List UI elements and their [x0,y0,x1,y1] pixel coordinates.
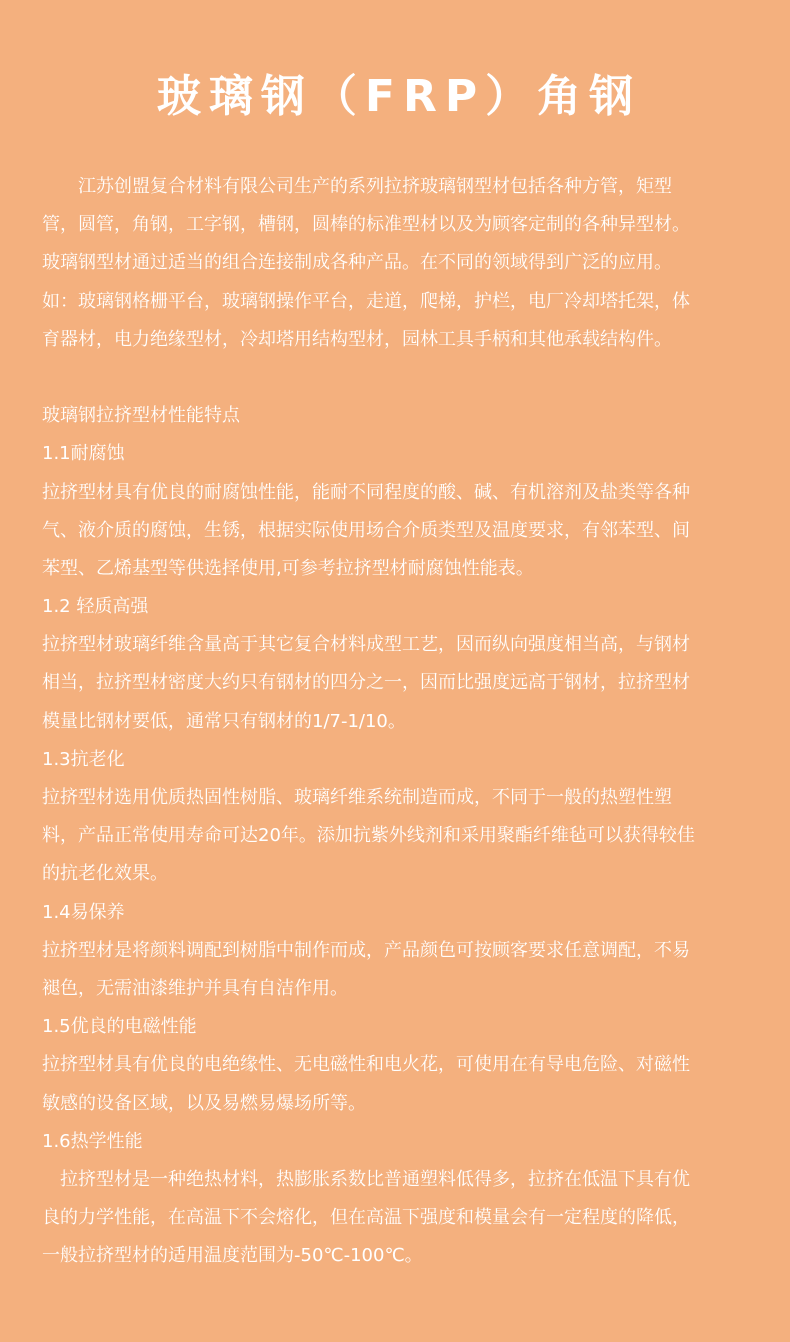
section-body-line: 的抗老化效果。 [42,863,168,885]
section-body-line: 气、液介质的腐蚀，生锈，根据实际使用场合介质类型及温度要求，有邻苯型、间 [42,519,690,541]
section-body-line: 褪色，无需油漆维护并具有自洁作用。 [42,977,348,999]
section-heading-corrosion: 1.1耐腐蚀 [42,443,125,465]
section-body-line: 料，产品正常使用寿命可达20年。添加抗紫外线剂和采用聚酯纤维毡可以获得较佳 [42,825,695,847]
intro-line: 管，圆管，角钢，工字钢，槽钢，圆棒的标准型材以及为顾客定制的各种异型材。 [42,214,690,236]
intro-line: 玻璃钢型材通过适当的组合连接制成各种产品。在不同的领域得到广泛的应用。 [42,252,672,274]
section-body-line: 敏感的设备区域，以及易燃易爆场所等。 [42,1092,366,1114]
section-body-line: 拉挤型材是将颜料调配到树脂中制作而成，产品颜色可按顾客要求任意调配，不易 [42,939,690,961]
section-body-line: 相当，拉挤型材密度大约只有钢材的四分之一，因而比强度远高于钢材，拉挤型材 [42,672,690,694]
section-body-line: 模量比钢材要低，通常只有钢材的1/7-1/10。 [42,710,406,732]
section-heading-anti-aging: 1.3抗老化 [42,748,125,770]
section-heading-electromagnetic: 1.5优良的电磁性能 [42,1016,197,1038]
intro-line: 育器材，电力绝缘型材，冷却塔用结构型材，园林工具手柄和其他承载结构件。 [42,328,672,350]
section-heading-lightweight: 1.2 轻质高强 [42,596,149,618]
document-body [42,168,756,1275]
section-body-line: 一般拉挤型材的适用温度范围为-50℃-100℃。 [42,1245,423,1267]
section-body-line: 拉挤型材具有优良的电绝缘性、无电磁性和电火花，可使用在有导电危险、对磁性 [42,1054,690,1076]
intro-line: 江苏创盟复合材料有限公司生产的系列拉挤玻璃钢型材包括各种方管，矩型 [42,176,672,197]
section-heading-maintenance: 1.4易保养 [42,901,125,923]
section-body-line: 良的力学性能，在高温下不会熔化，但在高温下强度和模量会有一定程度的降低， [42,1207,690,1229]
intro-line: 如：玻璃钢格栅平台，玻璃钢操作平台，走道，爬梯，护栏，电厂冷却塔托架，体 [42,290,690,312]
section-body-line: 拉挤型材选用优质热固性树脂、玻璃纤维系统制造而成，不同于一般的热塑性塑 [42,787,672,808]
section-heading-thermal: 1.6热学性能 [42,1130,143,1152]
section-body-line: 拉挤型材是一种绝热材料，热膨胀系数比普通塑料低得多，拉挤在低温下具有优 [42,1168,690,1190]
features-title: 玻璃钢拉挤型材性能特点 [42,405,240,427]
section-body-line: 拉挤型材玻璃纤维含量高于其它复合材料成型工艺，因而纵向强度相当高，与钢材 [42,634,690,656]
page-title: 玻璃钢（FRP）角钢 [156,71,642,122]
section-body-line: 苯型、乙烯基型等供选择使用,可参考拉挤型材耐腐蚀性能表。 [42,557,534,579]
section-body-line: 拉挤型材具有优良的耐腐蚀性能，能耐不同程度的酸、碱、有机溶剂及盐类等各种 [42,481,690,503]
paragraph-spacer [42,359,756,397]
